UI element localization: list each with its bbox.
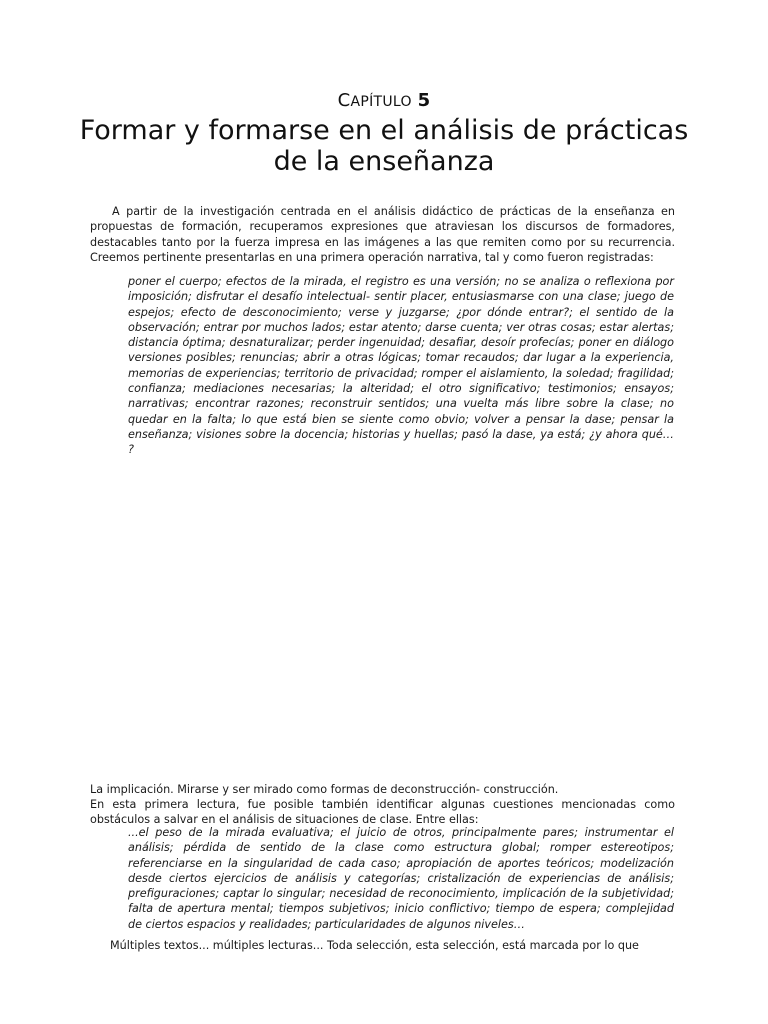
chapter-label-rest: APÍTULO bbox=[350, 94, 412, 110]
quote-block-expressions: poner el cuerpo; efectos de la mirada, el registro es una versión; no se analiza o reflexiona por imposición; disfrutar el desafío intelectual- sentir placer, entusiasmarse con una clase; juego de espejos; efecto de desconocimiento; verse y juzgarse; ¿por dónde entrar?; el sentido de la observación; entrar por muchos lados; estar atento; darse cuenta; ver otras cosas; estar alertas; distancia óptima; desnaturalizar; perder ingenuidad; desafiar, desoír profecías; poner en diálogo versiones posibles; renuncias; abrir a otras lógicas; tomar recaudos; dar lugar a la experiencia, memorias de experiencias; territorio de privacidad; romper el aislamiento, la soledad; fragilidad; confianza; mediaciones necesarias; la alteridad; el otro significativo; testimonios; ensayos; narrativas; encontrar razones; reconstruir sentidos; una vuelta más libre sobre la clase; no quedar en la falta; lo que está bien se siente como obvio; volver a pensar la dase; pensar la enseñanza; visiones sobre la docencia; historias y huellas; pasó la dase, ya está; ¿y ahora qué… ? bbox=[128, 275, 674, 457]
chapter-label-initial: C bbox=[337, 90, 351, 111]
intro-paragraph: A partir de la investigación centrada en el análisis didáctico de prácticas de la enseñanza en propuestas de formación, recuperamos expresiones que atraviesan los discursos de formadores, destacables tanto por la fuerza impresa en las imágenes a las que remiten como por su recurrencia. Creemos pertinente presentarlas en una primera operación narrativa, tal y como fueron registradas: bbox=[90, 205, 675, 264]
obstacles-paragraph: En esta primera lectura, fue posible también identificar algunas cuestiones mencionadas como obstáculos a salvar en el análisis de situaciones de clase. Entre ellas: bbox=[90, 798, 675, 827]
section-heading: La implicación. Mirarse y ser mirado como formas de deconstrucción- construcción. bbox=[90, 783, 559, 796]
closing-paragraph: Múltiples textos... múltiples lecturas... Toda selección, esta selección, está marcada por lo que bbox=[110, 939, 639, 952]
chapter-label bbox=[0, 90, 768, 111]
chapter-title: Formar y formarse en el análisis de prácticas de la enseñanza bbox=[79, 115, 689, 177]
chapter-number: 5 bbox=[417, 90, 431, 111]
quote-block-obstacles: ...el peso de la mirada evaluativa; el juicio de otros, principalmente pares; instrumentar el análisis; pérdida de sentido de la clase como estructura global; romper estereotipos; referenciarse en la singularidad de cada caso; apropiación de aportes teóricos; modelización desde ciertos ejercicios de análisis y categorías; cristalización de experiencias de análisis; prefiguraciones; captar lo singular; necesidad de reconocimiento, implicación de la subjetividad; falta de apertura mental; tiempos subjetivos; inicio conflictivo; tiempo de espera; complejidad de ciertos espacios y realidades; particularidades de algunos niveles… bbox=[128, 826, 674, 931]
